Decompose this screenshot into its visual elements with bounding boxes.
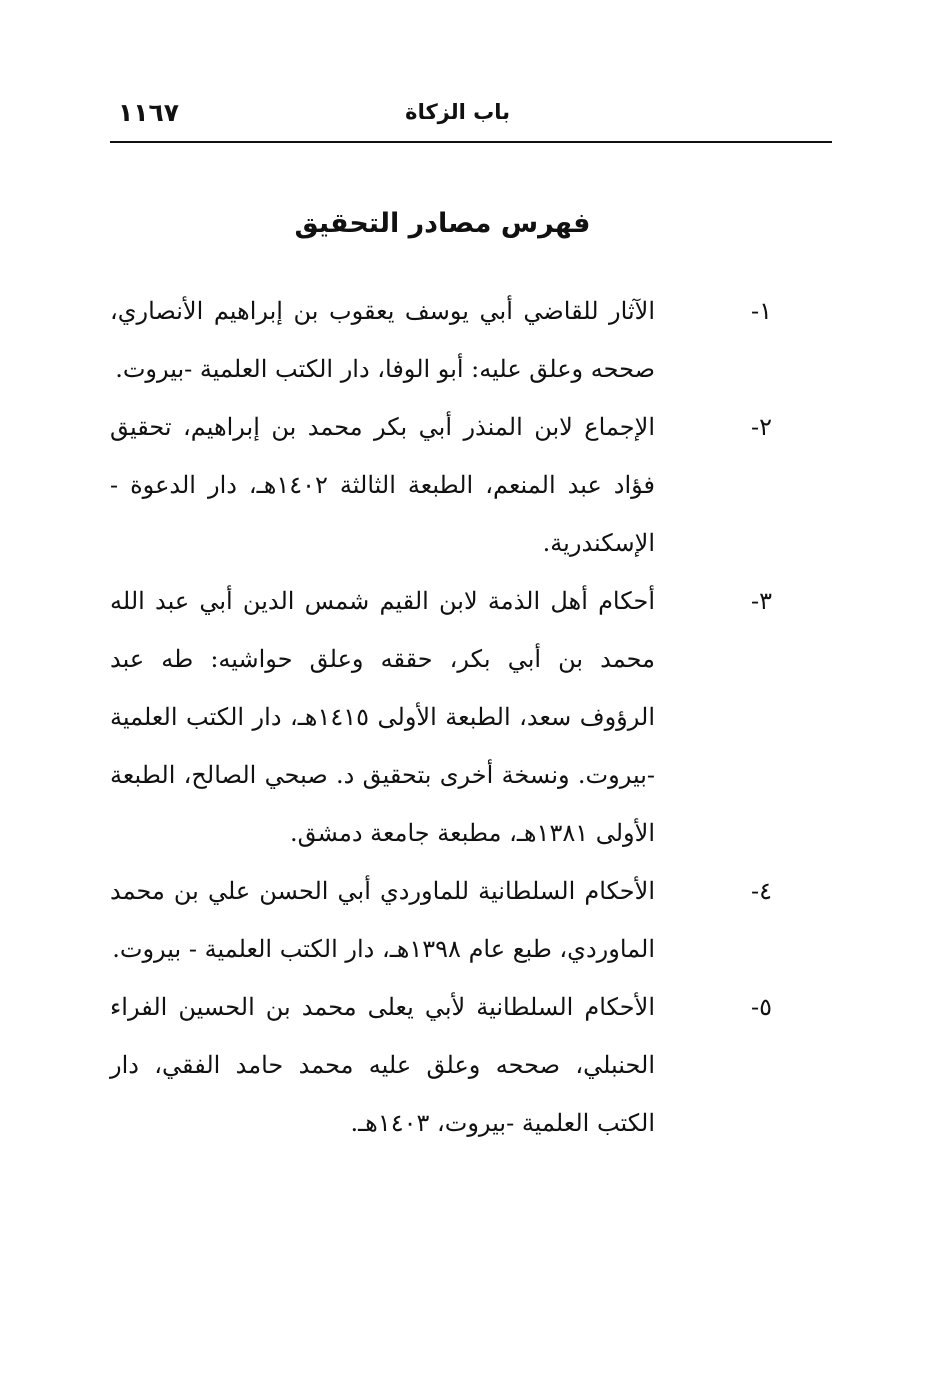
page-number: ١١٦٧ bbox=[118, 98, 180, 127]
chapter-title: باب الزكاة bbox=[405, 100, 510, 124]
header-rule bbox=[110, 141, 832, 143]
bibliography-list bbox=[0, 282, 937, 1152]
entry-number: ٥- bbox=[751, 993, 772, 1021]
entry-number: ٣- bbox=[751, 587, 772, 615]
entry-number: ١- bbox=[751, 297, 772, 325]
bibliography-entry-3 bbox=[0, 572, 937, 862]
entry-number: ٢- bbox=[751, 413, 772, 441]
entry-number: ٤- bbox=[751, 877, 772, 905]
entry-text: الإجماع لابن المنذر أبي بكر محمد بن إبراهيم، تحقيق فؤاد عبد المنعم، الطبعة الثالثة ١٤٠٢هـ، دار الدعوة - الإسكندرية. bbox=[110, 413, 655, 557]
entry-text: الأحكام السلطانية لأبي يعلى محمد بن الحسين الفراء الحنبلي، صححه وعلق عليه محمد حامد الفقي، دار الكتب العلمية -بيروت، ١٤٠٣هـ. bbox=[110, 993, 655, 1137]
entry-text: الأحكام السلطانية للماوردي أبي الحسن علي بن محمد الماوردي، طبع عام ١٣٩٨هـ، دار الكتب العلمية - بيروت. bbox=[110, 877, 655, 963]
running-header bbox=[110, 92, 832, 140]
entry-text: أحكام أهل الذمة لابن القيم شمس الدين أبي عبد الله محمد بن أبي بكر، حققه وعلق حواشيه: طه عبد الرؤوف سعد، الطبعة الأولى ١٤١٥هـ، دار الكتب العلمية -بيروت. ونسخة أخرى بتحقيق د. صبحي الصالح، الطبعة الأولى ١٣٨١هـ، مطبعة جامعة دمشق. bbox=[110, 587, 655, 847]
bibliography-entry-2 bbox=[0, 398, 937, 572]
entry-text: الآثار للقاضي أبي يوسف يعقوب بن إبراهيم الأنصاري، صححه وعلق عليه: أبو الوفا، دار الكتب العلمية -بيروت. bbox=[110, 297, 655, 383]
section-title: فهرس مصادر التحقيق bbox=[294, 208, 591, 239]
bibliography-entry-5 bbox=[0, 978, 937, 1152]
bibliography-entry-1 bbox=[0, 282, 937, 398]
bibliography-entry-4 bbox=[0, 862, 937, 978]
